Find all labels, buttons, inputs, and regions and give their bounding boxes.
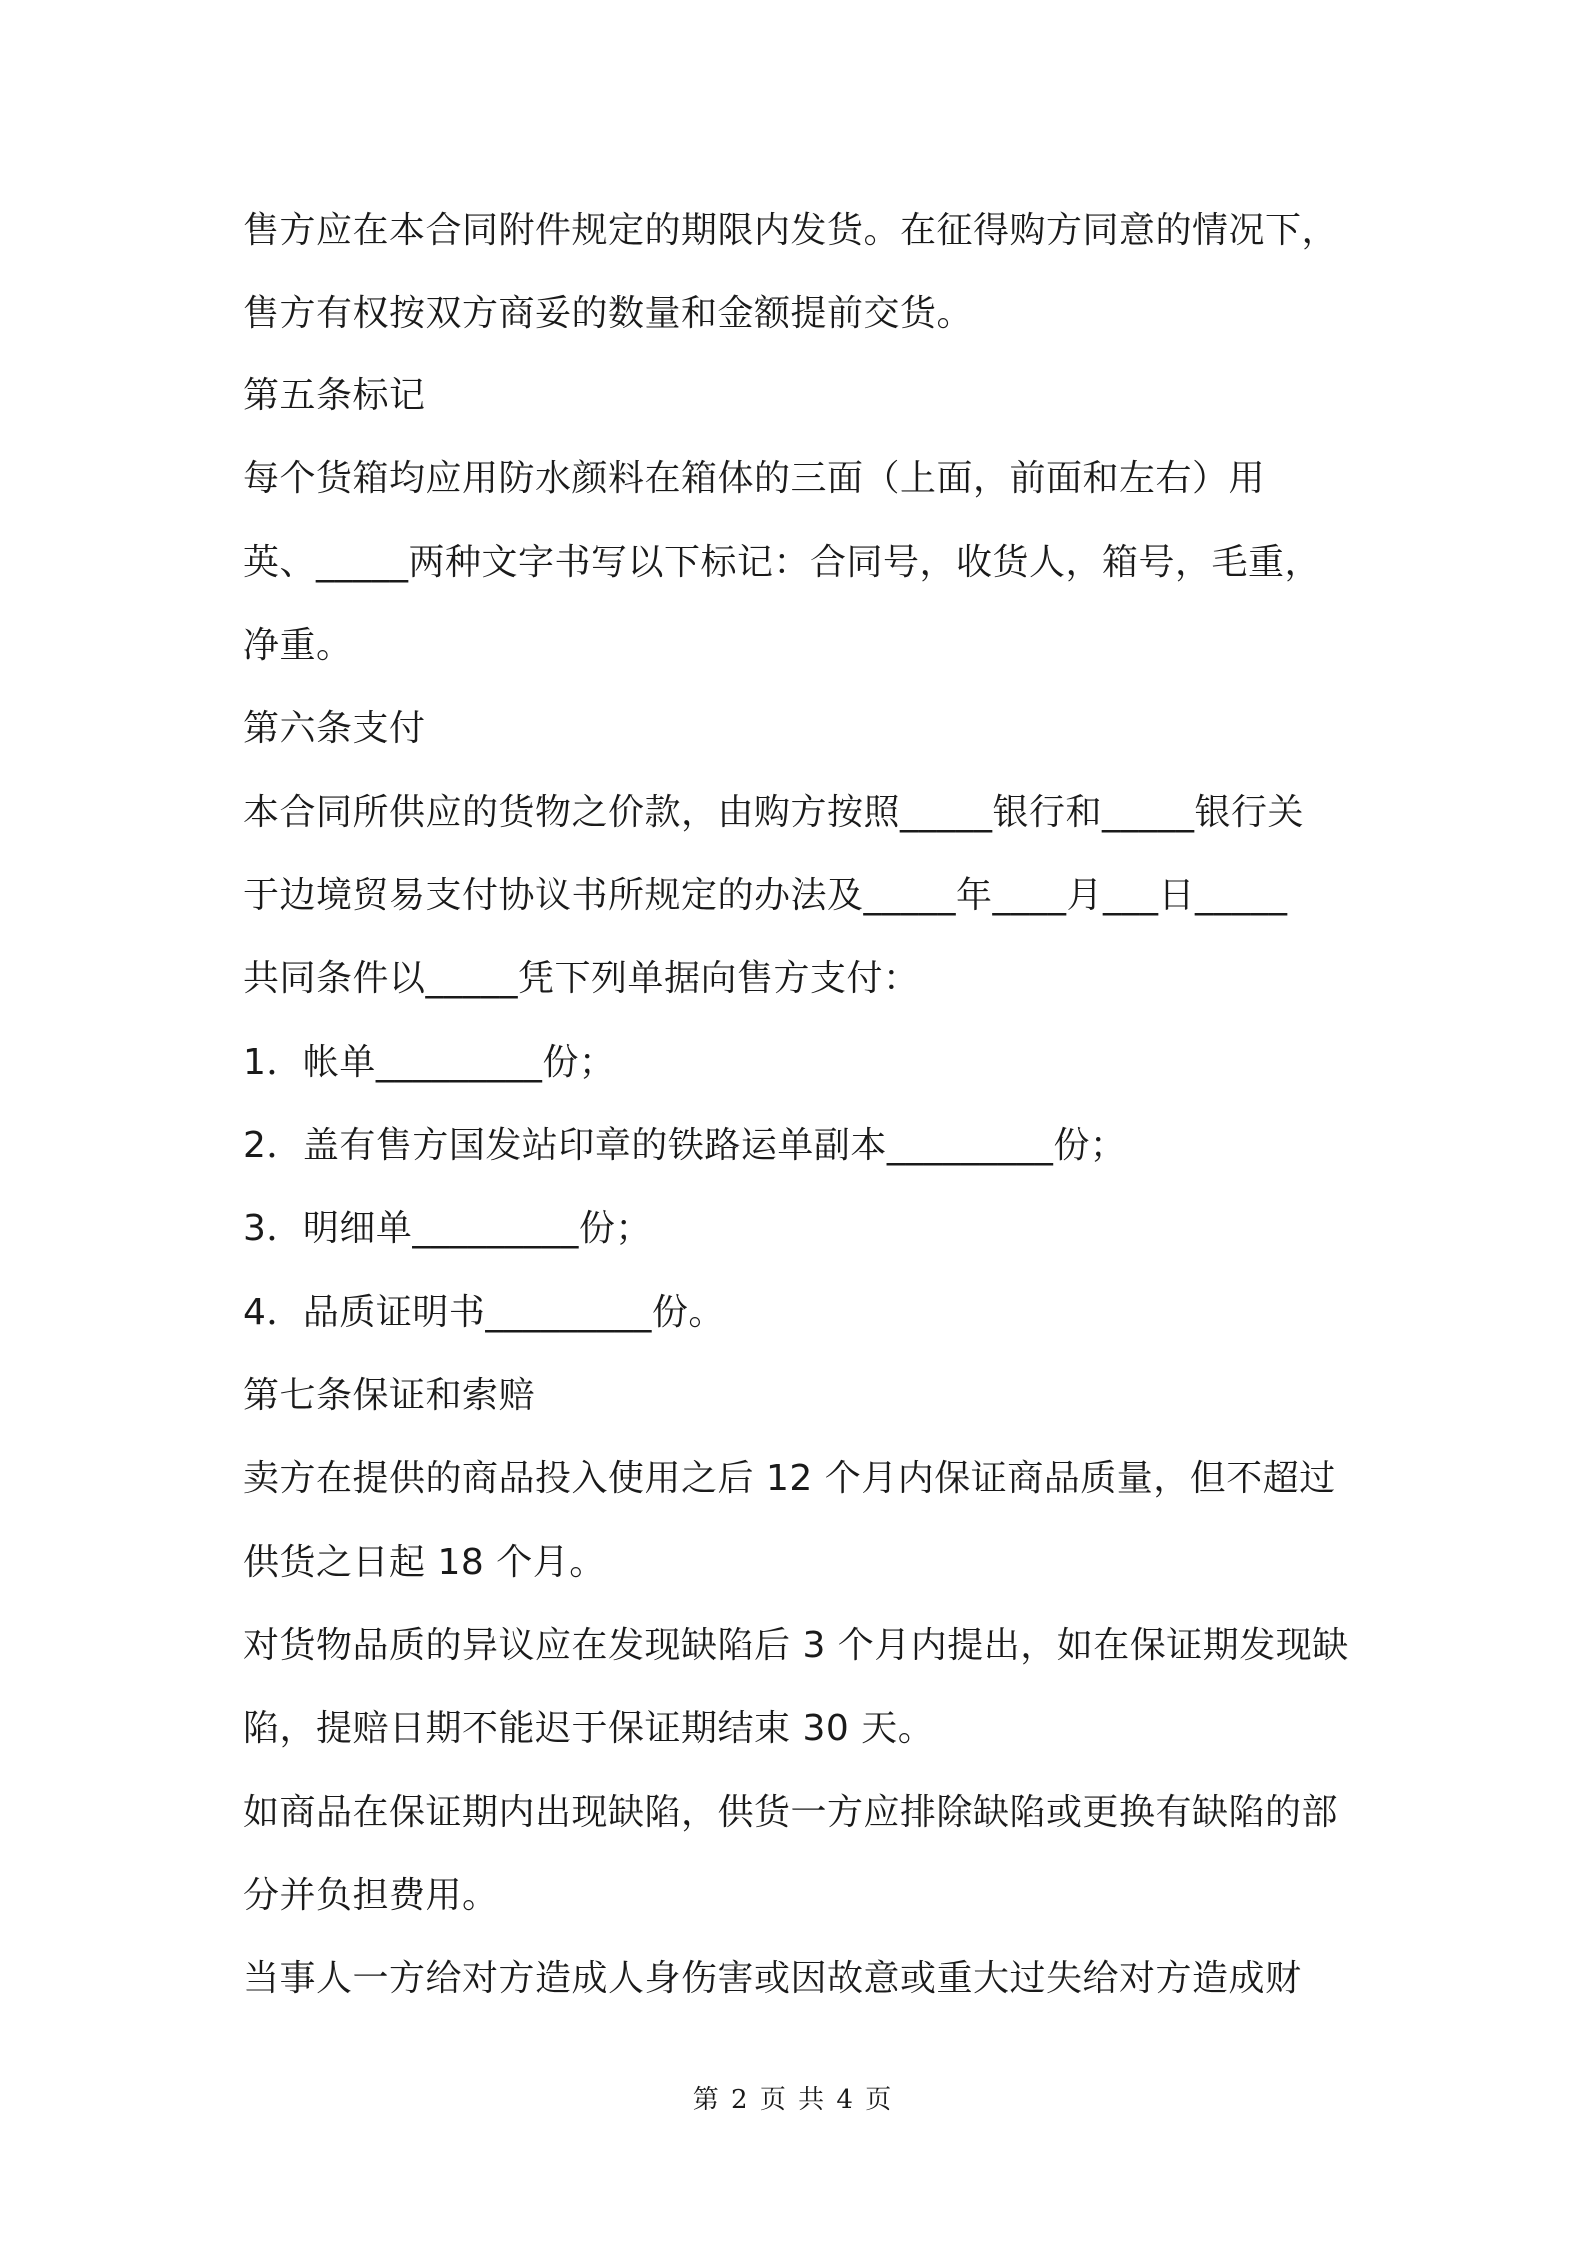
section-heading-6: 第六条支付 [243,708,426,749]
paragraph-line: 英、_____两种文字书写以下标记：合同号，收货人，箱号，毛重， [243,542,1322,583]
paragraph-line: 陷，提赔日期不能迟于保证期结束 30 天。 [243,1708,935,1749]
paragraph-line: 卖方在提供的商品投入使用之后 12 个月内保证商品质量，但不超过 [243,1458,1336,1499]
paragraph-line: 如商品在保证期内出现缺陷，供货一方应排除缺陷或更换有缺陷的部 [243,1792,1339,1833]
paragraph-line: 供货之日起 18 个月。 [243,1542,606,1583]
paragraph-line: 于边境贸易支付协议书所规定的办法及_____年____月___日_____ [243,875,1288,916]
paragraph-line: 售方有权按双方商妥的数量和金额提前交货。 [243,293,974,334]
list-item: 3．明细单_________份； [243,1208,652,1249]
paragraph-line: 本合同所供应的货物之价款，由购方按照_____银行和_____银行关 [243,792,1305,833]
section-heading-7: 第七条保证和索赔 [243,1375,536,1416]
page-footer: 第 2 页 共 4 页 [692,2085,894,2115]
list-item: 2．盖有售方国发站印章的铁路运单副本_________份； [243,1125,1127,1166]
paragraph-line: 共同条件以_____凭下列单据向售方支付： [243,958,920,999]
list-item: 4．品质证明书_________份。 [243,1292,725,1333]
paragraph-line: 净重。 [243,625,353,666]
paragraph-line: 当事人一方给对方造成人身伤害或因故意或重大过失给对方造成财 [243,1958,1302,1999]
paragraph-line: 对货物品质的异议应在发现缺陷后 3 个月内提出，如在保证期发现缺 [243,1625,1349,1666]
list-item: 1．帐单_________份； [243,1042,616,1083]
paragraph-line: 售方应在本合同附件规定的期限内发货。在征得购方同意的情况下， [243,210,1339,251]
section-heading-5: 第五条标记 [243,375,426,416]
paragraph-line: 分并负担费用。 [243,1875,499,1916]
paragraph-line: 每个货箱均应用防水颜料在箱体的三面（上面，前面和左右）用 [243,458,1266,499]
